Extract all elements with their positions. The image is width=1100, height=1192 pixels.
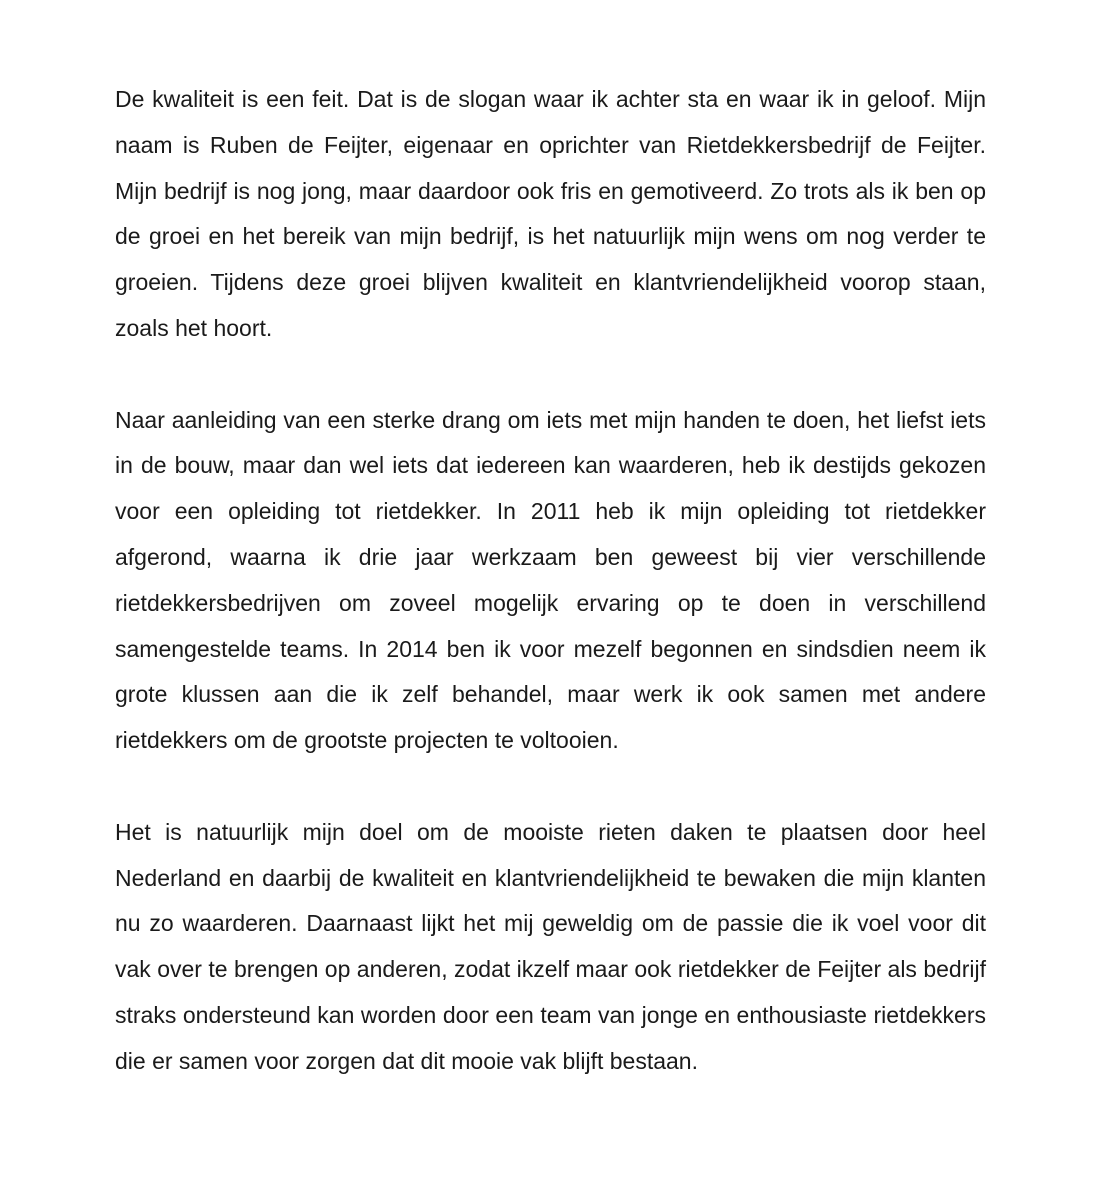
document-body	[115, 77, 986, 1085]
paragraph-goals: Het is natuurlijk mijn doel om de mooiste rieten daken te plaatsen door heel Nederland en daarbij de kwaliteit en klantvriendelijkheid te bewaken die mijn klanten nu zo waarderen. Daarnaast lijkt het mij geweldig om de passie die ik voel voor dit vak over te brengen op anderen, zodat ikzelf maar ook rietdekker de Feijter als bedrijf straks ondersteund kan worden door een team van jonge en enthousiaste rietdekkers die er samen voor zorgen dat dit mooie vak blijft bestaan.	[115, 818, 986, 1074]
paragraph-background: Naar aanleiding van een sterke drang om iets met mijn handen te doen, het liefst iets in de bouw, maar dan wel iets dat iedereen kan waarderen, heb ik destijds gekozen voor een opleiding tot rietdekker. In 2011 heb ik mijn opleiding tot rietdekker afgerond, waarna ik drie jaar werkzaam ben geweest bij vier verschillende rietdekkersbedrijven om zoveel mogelijk ervaring op te doen in verschillend samengestelde teams. In 2014 ben ik voor mezelf begonnen en sindsdien neem ik grote klussen aan die ik zelf behandel, maar werk ik ook samen met andere rietdekkers om de grootste projecten te voltooien.	[115, 406, 986, 754]
paragraph-intro: De kwaliteit is een feit. Dat is de slogan waar ik achter sta en waar ik in geloof. Mijn naam is Ruben de Feijter, eigenaar en oprichter van Rietdekkersbedrijf de Feijter. Mijn bedrijf is nog jong, maar daardoor ook fris en gemotiveerd. Zo trots als ik ben op de groei en het bereik van mijn bedrijf, is het natuurlijk mijn wens om nog verder te groeien. Tijdens deze groei blijven kwaliteit en klantvriendelijkheid voorop staan, zoals het hoort.	[115, 86, 986, 341]
